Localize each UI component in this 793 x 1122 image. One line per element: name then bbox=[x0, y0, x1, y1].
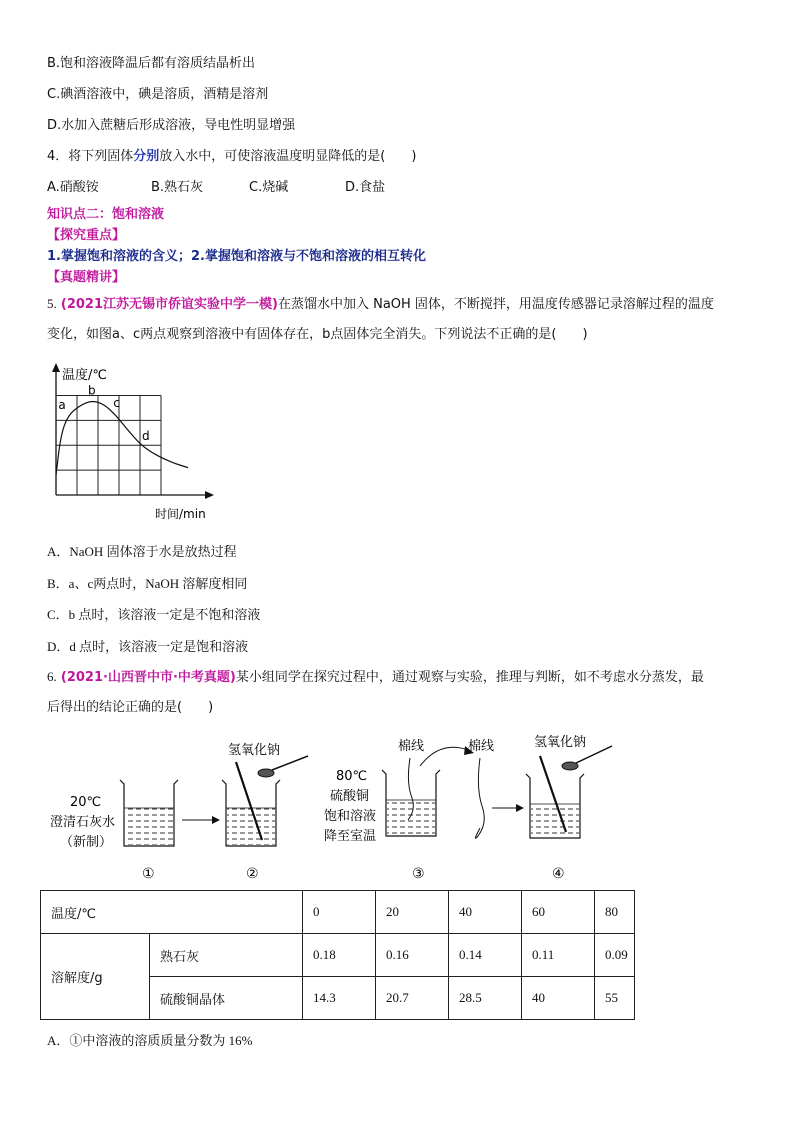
table-cell: 60 bbox=[521, 891, 594, 934]
y-axis-arrow bbox=[52, 363, 60, 372]
table-cell: 0.11 bbox=[521, 934, 594, 977]
point-label-b: b bbox=[88, 383, 96, 398]
q5-source: (2021江苏无锡市侨谊实验中学一模) bbox=[60, 297, 278, 312]
q4-stem-pre: 4．将下列固体 bbox=[47, 149, 134, 164]
y-axis-label: 温度/℃ bbox=[62, 368, 107, 383]
q5-line1: 在蒸馏水中加入 NaOH 固体，不断搅拌，用温度传感器记录溶解过程的温度 bbox=[277, 297, 714, 312]
point-label-d: d bbox=[142, 428, 150, 443]
q6-experiment-diagram bbox=[40, 728, 660, 888]
step-number-3: ③ bbox=[412, 866, 425, 882]
q5-stem-line2: 变化，如图a、c两点观察到溶液中有固体存在，b点固体完全消失。下列说法不正确的是( ) bbox=[47, 327, 588, 342]
row-name-copper-sulfate: 硫酸铜晶体 bbox=[150, 977, 303, 1020]
step-number-1: ① bbox=[142, 866, 155, 882]
q6-stem-line1 bbox=[47, 668, 704, 687]
label1-name: 澄清石灰水 bbox=[50, 815, 116, 830]
beaker-3 bbox=[382, 758, 440, 836]
table-cell: 40 bbox=[448, 891, 521, 934]
table-row bbox=[41, 891, 635, 934]
label1-note: （新制） bbox=[60, 835, 113, 850]
row-name-slaked-lime: 熟石灰 bbox=[150, 934, 303, 977]
q4-options bbox=[47, 179, 385, 197]
temperature-curve bbox=[56, 401, 188, 475]
table-cell: 55 bbox=[594, 977, 634, 1020]
q5-number: 5. bbox=[47, 296, 57, 311]
table-cell: 80 bbox=[594, 891, 634, 934]
x-axis-arrow bbox=[205, 491, 214, 499]
label3-line3: 降至室温 bbox=[324, 829, 377, 844]
q5-stem-line1 bbox=[47, 295, 714, 314]
table-cell: 28.5 bbox=[448, 977, 521, 1020]
table-cell: 40 bbox=[521, 977, 594, 1020]
q4-option-c: C.烧碱 bbox=[249, 180, 289, 195]
q5-option-c: C．b 点时，该溶液一定是不饱和溶液 bbox=[47, 607, 261, 622]
table-cell: 0.18 bbox=[302, 934, 375, 977]
thread-removed bbox=[475, 758, 484, 838]
curved-arrow bbox=[420, 746, 474, 766]
q3-option-b: B.饱和溶液降温后都有溶质结晶析出 bbox=[47, 56, 256, 71]
label1-temp: 20℃ bbox=[70, 795, 102, 810]
q6-option-a: A．①中溶液的溶质质量分数为 16% bbox=[47, 1033, 253, 1048]
q4-option-d: D.食盐 bbox=[345, 180, 386, 195]
q5-option-d: D．d 点时，该溶液一定是饱和溶液 bbox=[47, 639, 249, 654]
q4-stem-post: 放入水中，可使溶液温度明显降低的是( ) bbox=[159, 149, 417, 164]
naoh-label-2: 氢氧化钠 bbox=[228, 743, 281, 758]
chart-grid bbox=[56, 395, 161, 495]
q5-option-b: B．a、c两点时，NaOH 溶解度相同 bbox=[47, 576, 248, 591]
q6-stem-line2: 后得出的结论正确的是( ) bbox=[47, 700, 214, 715]
table-cell: 0.09 bbox=[594, 934, 634, 977]
q6-number: 6. bbox=[47, 669, 57, 684]
chart-point-labels bbox=[58, 383, 149, 443]
table-cell: 0.16 bbox=[375, 934, 448, 977]
q5-option-a: A．NaOH 固体溶于水是放热过程 bbox=[47, 544, 237, 559]
solubility-header: 溶解度/g bbox=[41, 934, 150, 1020]
temp-header: 温度/℃ bbox=[41, 891, 303, 934]
label3-temp: 80℃ bbox=[336, 769, 368, 784]
thread-label-removed: 棉线 bbox=[468, 739, 495, 754]
focus-label: 【探究重点】 bbox=[47, 228, 126, 243]
q4-option-a: A.硝酸铵 bbox=[47, 180, 99, 195]
point-label-c: c bbox=[113, 396, 120, 411]
table-row bbox=[41, 934, 635, 977]
q4-option-b: B.熟石灰 bbox=[151, 180, 204, 195]
q3-option-d: D.水加入蔗糖后形成溶液，导电性明显增强 bbox=[47, 118, 296, 133]
solubility-table bbox=[40, 890, 635, 1020]
naoh-label-4: 氢氧化钠 bbox=[534, 735, 587, 750]
table-cell: 0 bbox=[302, 891, 375, 934]
spoon-2 bbox=[258, 756, 308, 777]
q4-stem-emphasis: 分别 bbox=[133, 149, 160, 164]
focus-text: 1.掌握饱和溶液的含义；2.掌握饱和溶液与不饱和溶液的相互转化 bbox=[47, 249, 426, 264]
q6-line1: 某小组同学在探究过程中，通过观察与实验，推理与判断，如不考虑水分蒸发，最 bbox=[235, 670, 704, 685]
step-number-2: ② bbox=[246, 866, 259, 882]
table-cell: 14.3 bbox=[302, 977, 375, 1020]
arrow-2 bbox=[492, 804, 524, 812]
table-cell: 0.14 bbox=[448, 934, 521, 977]
lecture-label: 【真题精讲】 bbox=[47, 270, 126, 285]
point-label-a: a bbox=[58, 397, 66, 412]
q5-temperature-chart bbox=[40, 360, 230, 525]
arrow-1 bbox=[182, 816, 220, 824]
beaker-1 bbox=[120, 780, 178, 846]
label3-line2: 饱和溶液 bbox=[324, 809, 377, 824]
section-title: 知识点二：饱和溶液 bbox=[47, 207, 165, 222]
table-cell: 20.7 bbox=[375, 977, 448, 1020]
thread-label-3: 棉线 bbox=[398, 739, 425, 754]
x-axis-label: 时间/min bbox=[155, 507, 206, 521]
q6-source: (2021·山西晋中市·中考真题) bbox=[60, 670, 236, 685]
step-number-4: ④ bbox=[552, 866, 565, 882]
table-cell: 20 bbox=[375, 891, 448, 934]
q3-option-c: C.碘酒溶液中，碘是溶质，酒精是溶剂 bbox=[47, 87, 269, 102]
label3-line1: 硫酸铜 bbox=[330, 789, 370, 804]
q4-stem bbox=[47, 148, 416, 166]
